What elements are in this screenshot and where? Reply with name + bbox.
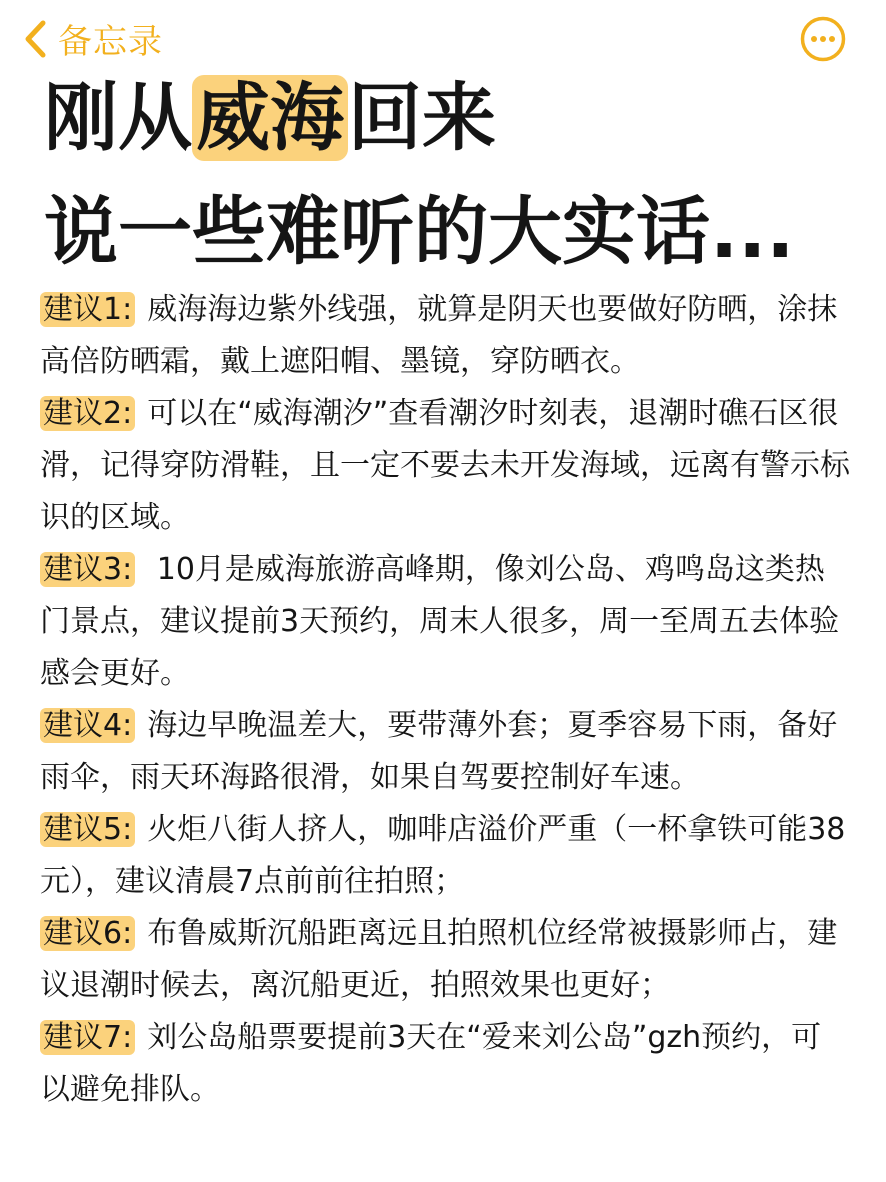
ellipsis-circle-icon	[800, 47, 846, 66]
back-button[interactable]	[22, 14, 163, 63]
tip-text: 布鲁威斯沉船距离远且拍照机位经常被摄影师占，建议退潮时候去，离沉船更近，拍照效果也更好；	[40, 916, 838, 1003]
title-suffix: 回来	[348, 75, 496, 161]
tip-label: 建议3:	[40, 552, 135, 587]
tip-label: 建议7:	[40, 1020, 135, 1055]
tip-text: 刘公岛船票要提前3天在“爱来刘公岛”gzh预约，可以避免排队。	[40, 1020, 822, 1107]
title-highlight: 威海	[192, 75, 348, 161]
tip-item	[40, 388, 850, 544]
tip-label: 建议2:	[40, 396, 135, 431]
title-prefix: 刚从	[44, 75, 192, 161]
tip-label: 建议1:	[40, 292, 135, 327]
tip-text: 海边早晚温差大，要带薄外套；夏季容易下雨，备好雨伞，雨天环海路很滑，如果自驾要控制好车速。	[40, 708, 838, 795]
tip-text: 威海海边紫外线强，就算是阴天也要做好防晒，涂抹高倍防晒霜，戴上遮阳帽、墨镜，穿防晒衣。	[40, 292, 838, 379]
page-title	[44, 66, 864, 284]
tips-list	[40, 284, 850, 1116]
tip-item	[40, 700, 850, 804]
tip-item	[40, 544, 850, 700]
tip-text: 10月是威海旅游高峰期，像刘公岛、鸡鸣岛这类热门景点，建议提前3天预约，周末人很多，周一至周五去体验感会更好。	[40, 552, 840, 691]
tip-item	[40, 804, 850, 908]
tip-text: 可以在“威海潮汐”查看潮汐时刻表，退潮时礁石区很滑，记得穿防滑鞋，且一定不要去未开发海域，远离有警示标识的区域。	[40, 396, 850, 535]
tip-label: 建议5:	[40, 812, 135, 847]
tip-label: 建议4:	[40, 708, 135, 743]
more-button[interactable]	[800, 16, 840, 56]
tip-item	[40, 908, 850, 1012]
tip-item	[40, 1012, 850, 1116]
title-line-2: 说一些难听的大实话...	[44, 189, 795, 275]
tip-text: 火炬八街人挤人，咖啡店溢价严重（一杯拿铁可能38元），建议清晨7点前前往拍照；	[40, 812, 846, 899]
chevron-left-icon	[22, 17, 48, 61]
tip-label: 建议6:	[40, 916, 135, 951]
title-line-1	[44, 66, 864, 170]
tip-item	[40, 284, 850, 388]
back-label: 备忘录	[58, 22, 163, 62]
